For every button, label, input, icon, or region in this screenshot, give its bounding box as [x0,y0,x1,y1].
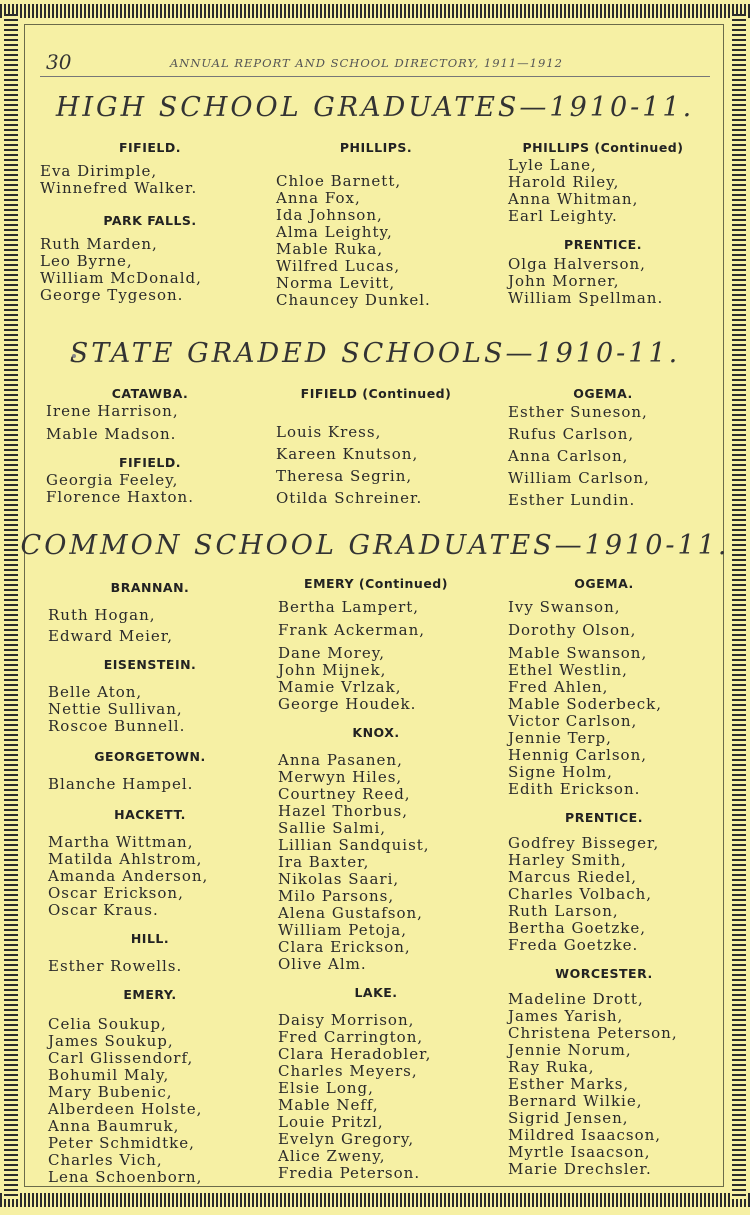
graduate-name: Wilfred Lucas, [276,257,401,275]
graduate-name: Celia Soukup, [48,1015,167,1033]
graduate-name: Carl Glissendorf, [48,1049,194,1067]
graduate-name: John Morner, [508,272,620,290]
graduate-name: Peter Schmidtke, [48,1134,195,1152]
graduate-name: George Houdek. [278,695,417,713]
graduate-name: Mable Neff, [278,1096,379,1114]
state-graded-col-1 [40,386,260,506]
graduate-name: Fred Carrington, [278,1028,424,1046]
graduate-name: Mable Ruka, [276,240,384,258]
school-heading: PARK FALLS. [103,213,197,228]
graduate-name: Harold Riley, [508,173,620,191]
graduate-name: Belle Aton, [48,683,143,701]
graduate-name: Blanche Hampel. [48,775,194,793]
common-school-col-3 [498,576,710,1178]
graduate-name: Courtney Reed, [278,785,411,803]
graduate-name: Olga Halverson, [508,255,646,273]
school-block [40,807,260,919]
graduate-name: Ruth Hogan, [48,606,156,624]
graduate-name: Christena Peterson, [508,1024,678,1042]
graduate-name: Dane Morey, [278,644,385,662]
graduate-name: Edward Meier, [48,627,174,645]
graduate-name: Bertha Goetzke, [508,919,647,937]
graduate-name: Sallie Salmi, [278,819,387,837]
graduate-name: Clara Heradobler, [278,1045,432,1063]
graduate-name: William Petoja, [278,921,407,939]
graduate-name: Oscar Kraus. [48,901,159,919]
graduate-name: William Spellman. [508,289,664,307]
graduate-name: Charles Vich, [48,1151,163,1169]
graduate-name: Victor Carlson, [508,712,638,730]
graduate-name: John Mijnek, [278,661,387,679]
graduate-name: Marcus Riedel, [508,868,638,886]
graduate-name: Jennie Norum, [508,1041,632,1059]
graduate-name: Matilda Ahlstrom, [48,850,203,868]
graduate-name: Roscoe Bunnell. [48,717,186,735]
graduate-name: Anna Carlson, [508,447,629,465]
high-school-col-1 [40,140,260,304]
graduate-name: Esther Marks, [508,1075,630,1093]
school-block [498,810,710,954]
graduate-name: Harley Smith, [508,851,627,869]
decorative-border-left [4,14,18,1199]
graduate-name: Jennie Terp, [508,729,612,747]
graduate-name: Irene Harrison, [46,402,179,420]
graduate-name: Alberdeen Holste, [48,1100,203,1118]
school-block [498,966,710,1178]
graduate-name: Lena Schoenborn, [48,1168,203,1186]
school-heading: EISENSTEIN. [103,657,197,672]
graduate-name: Edith Erickson. [508,780,641,798]
graduate-name: Frank Ackerman, [278,621,426,639]
school-heading: WORCESTER. [555,966,653,981]
school-block [40,749,260,793]
graduate-name: Georgia Feeley, [46,471,179,489]
graduate-name: Evelyn Gregory, [278,1130,415,1148]
school-block [40,455,260,506]
school-heading: PRENTICE. [565,810,643,825]
common-school-col-2 [266,576,486,1182]
graduate-name: Elsie Long, [278,1079,374,1097]
graduate-name: Bernard Wilkie, [508,1092,643,1110]
decorative-border-top [0,4,750,18]
graduate-name: James Soukup, [48,1032,174,1050]
school-block [40,140,260,197]
graduate-name: Mary Bubenic, [48,1083,173,1101]
school-heading: FIFIELD (Continued) [300,386,452,401]
graduate-name: Charles Volbach, [508,885,653,903]
graduate-name: Otilda Schreiner. [276,489,423,507]
graduate-name: Lyle Lane, [508,156,597,174]
graduate-name: Anna Baumruk, [48,1117,180,1135]
graduate-name: Esther Rowells. [48,957,183,975]
graduate-name: Norma Levitt, [276,274,396,292]
graduate-name: Alena Gustafson, [278,904,423,922]
graduate-name: Freda Goetzke. [508,936,639,954]
graduate-name: Earl Leighty. [508,207,618,225]
graduate-name: Nettie Sullivan, [48,700,183,718]
graduate-name: Eva Dirimple, [40,162,158,180]
state-graded-col-2 [266,386,486,509]
graduate-name: Oscar Erickson, [48,884,184,902]
school-heading: EMERY (Continued) [304,576,448,591]
graduate-name: Alice Zweny, [278,1147,386,1165]
school-heading: BRANNAN. [110,580,190,595]
school-heading: HILL. [130,931,170,946]
state-graded-col-3 [498,386,708,511]
running-title: ANNUAL REPORT AND SCHOOL DIRECTORY, 1911—1912 [170,56,563,70]
graduate-name: Charles Meyers, [278,1062,418,1080]
graduate-name: Mildred Isaacson, [508,1126,662,1144]
school-heading: LAKE. [354,985,398,1000]
school-heading: FIFIELD. [118,140,181,155]
graduate-name: Chauncey Dunkel. [276,291,431,309]
school-heading: PRENTICE. [564,237,642,252]
school-block [40,657,260,735]
graduate-name: Lillian Sandquist, [278,836,430,854]
school-block [498,237,708,307]
graduate-name: Mable Swanson, [508,644,648,662]
decorative-border-bottom [0,1193,750,1207]
graduate-name: Ruth Marden, [40,235,158,253]
graduate-name: Myrtle Isaacson, [508,1143,651,1161]
school-block [266,725,486,973]
decorative-border-right [732,14,746,1199]
graduate-name: Madeline Drott, [508,990,644,1008]
graduate-name: Leo Byrne, [40,252,133,270]
graduate-name: Ira Baxter, [278,853,370,871]
graduate-name: Ruth Larson, [508,902,619,920]
school-heading: FIFIELD. [118,455,181,470]
graduate-name: James Yarish, [508,1007,624,1025]
graduate-name: Louie Pritzl, [278,1113,384,1131]
high-school-col-2 [266,140,486,309]
graduate-name: Ethel Westlin, [508,661,628,679]
graduate-name: Dorothy Olson, [508,621,637,639]
graduate-name: Fred Ahlen, [508,678,609,696]
graduate-name: George Tygeson. [40,286,184,304]
graduate-name: William Carlson, [508,469,650,487]
graduate-name: Daisy Morrison, [278,1011,415,1029]
common-school-title: COMMON SCHOOL GRADUATES—1910-11. [20,530,730,561]
graduate-name: Mable Madson. [46,425,177,443]
graduate-name: Clara Erickson, [278,938,411,956]
graduate-name: Godfrey Bisseger, [508,834,660,852]
graduate-name: William McDonald, [40,269,202,287]
graduate-name: Amanda Anderson, [48,867,209,885]
graduate-name: Hazel Thorbus, [278,802,408,820]
high-school-title: HIGH SCHOOL GRADUATES—1910-11. [55,92,695,123]
school-block [266,985,486,1182]
graduate-name: Ivy Swanson, [508,598,621,616]
header-rule [40,76,710,77]
state-graded-title: STATE GRADED SCHOOLS—1910-11. [69,338,681,369]
school-heading: OGEMA. [573,386,633,401]
school-heading: GEORGETOWN. [94,749,206,764]
graduate-name: Hennig Carlson, [508,746,647,764]
school-heading: OGEMA. [574,576,634,591]
graduate-name: Anna Pasanen, [278,751,403,769]
graduate-name: Martha Wittman, [48,833,194,851]
graduate-name: Ray Ruka, [508,1058,595,1076]
graduate-name: Signe Holm, [508,763,613,781]
graduate-name: Louis Kress, [276,423,382,441]
graduate-name: Bertha Lampert, [278,598,420,616]
graduate-name: Winnefred Walker. [40,179,198,197]
school-heading: EMERY. [123,987,177,1002]
graduate-name: Alma Leighty, [276,223,393,241]
graduate-name: Rufus Carlson, [508,425,635,443]
graduate-name: Bohumil Maly, [48,1066,170,1084]
school-block [40,987,260,1186]
graduate-name: Ida Johnson, [276,206,383,224]
graduate-name: Sigrid Jensen, [508,1109,629,1127]
graduate-name: Anna Fox, [276,189,361,207]
school-heading: CATAWBA. [111,386,189,401]
graduate-name: Mable Soderbeck, [508,695,663,713]
school-heading: PHILLIPS (Continued) [522,140,684,155]
graduate-name: Mamie Vrlzak, [278,678,402,696]
graduate-name: Esther Suneson, [508,403,648,421]
graduate-name: Fredia Peterson. [278,1164,421,1182]
graduate-name: Marie Drechsler. [508,1160,652,1178]
school-heading: KNOX. [352,725,400,740]
graduate-name: Kareen Knutson, [276,445,419,463]
graduate-name: Anna Whitman, [508,190,639,208]
school-block [40,931,260,975]
graduate-name: Florence Haxton. [46,488,194,506]
page-number: 30 [46,50,72,74]
graduate-name: Olive Alm. [278,955,367,973]
high-school-col-3 [498,140,708,307]
graduate-name: Nikolas Saari, [278,870,400,888]
school-heading: PHILLIPS. [339,140,413,155]
school-block [40,213,260,304]
graduate-name: Theresa Segrin, [276,467,413,485]
graduate-name: Milo Parsons, [278,887,395,905]
common-school-col-1 [40,580,260,1186]
graduate-name: Merwyn Hiles, [278,768,403,786]
school-heading: HACKETT. [114,807,186,822]
graduate-name: Chloe Barnett, [276,172,402,190]
graduate-name: Esther Lundin. [508,491,636,509]
